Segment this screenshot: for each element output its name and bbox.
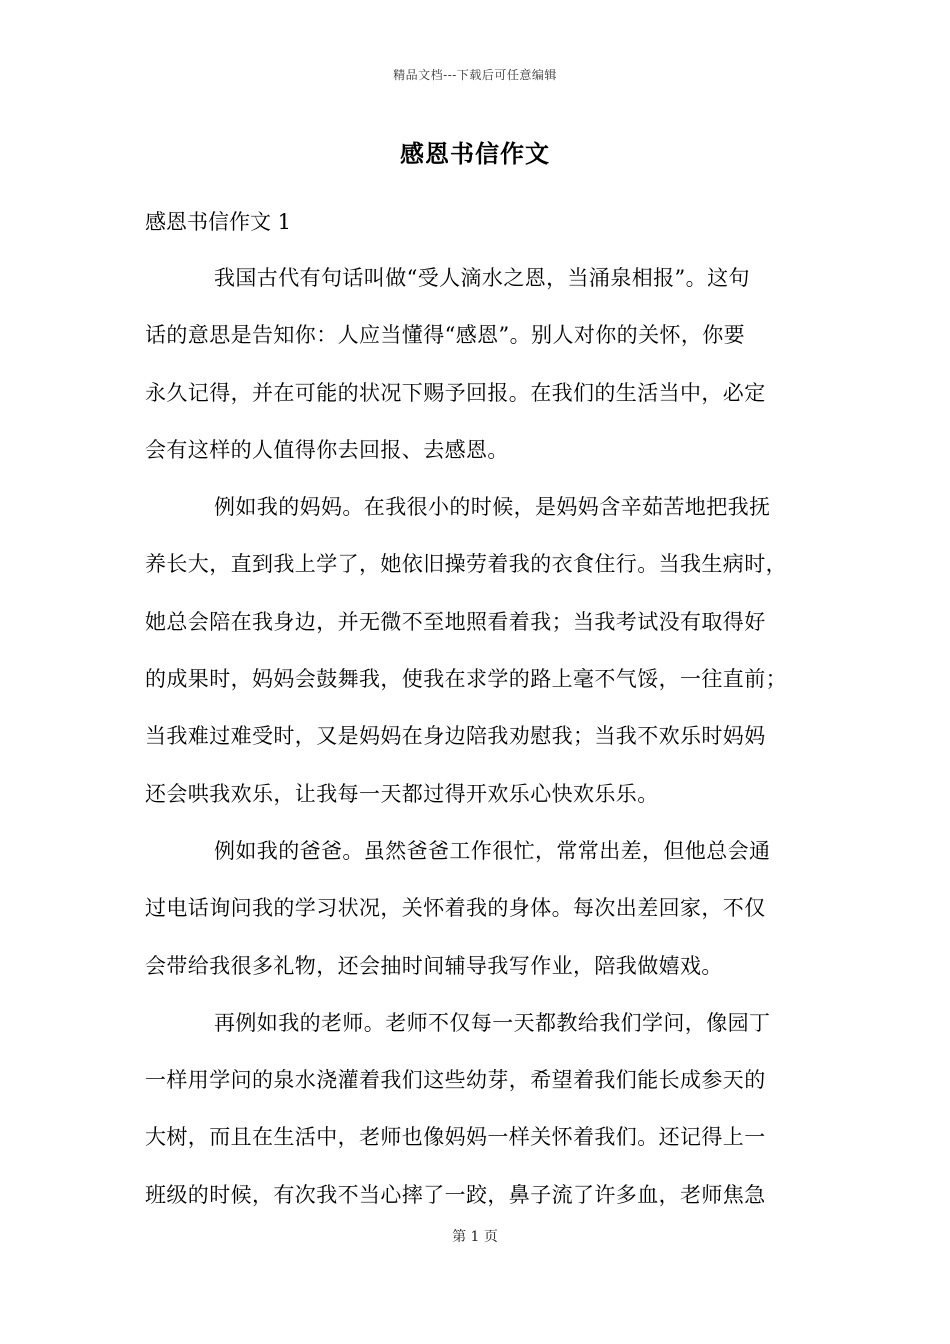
text-line: 过电话询问我的学习状况，关怀着我的身体。每次出差回家，不仅 [145,896,766,921]
text-line: 例如我的爸爸。虽然爸爸工作很忙，常常出差，但他总会通 [214,838,771,863]
body-text [145,262,810,1236]
section-heading: 感恩书信作文 1 [145,210,292,234]
text-line: 大树，而且在生活中，老师也像妈妈一样关怀着我们。还记得上一 [145,1125,766,1150]
text-line: 的成果时，妈妈会鼓舞我，使我在求学的路上毫不气馁，一往直前； [145,667,787,692]
text-line: 还会哄我欢乐，让我每一天都过得开欢乐心快欢乐乐。 [145,781,659,806]
text-line: 永久记得，并在可能的状况下赐予回报。在我们的生活当中，必定 [145,380,766,405]
text-line: 她总会陪在我身边，并无微不至地照看着我；当我考试没有取得好 [145,609,766,634]
page-number: 第 1 页 [452,1229,498,1245]
text-line: 班级的时候，有次我不当心摔了一跤，鼻子流了许多血，老师焦急 [145,1182,766,1207]
text-line: 我国古代有句话叫做“受人滴水之恩，当涌泉相报”。这句 [214,266,750,290]
text-line: 例如我的妈妈。在我很小的时候，是妈妈含辛茹苦地把我抚 [214,495,771,520]
text-line: 再例如我的老师。老师不仅每一天都教给我们学问，像园丁 [214,1010,771,1035]
text-line: 话的意思是告知你：人应当懂得“感恩”。别人对你的关怀，你要 [145,323,746,348]
text-line: 当我难过难受时，又是妈妈在身边陪我劝慰我；当我不欢乐时妈妈 [145,724,766,749]
text-line: 会带给我很多礼物，还会抽时间辅导我写作业，陪我做嬉戏。 [145,953,723,978]
header-note: 精品文档---下载后可任意编辑 [393,68,557,82]
text-line: 一样用学问的泉水浇灌着我们这些幼芽，希望着我们能长成参天的 [145,1068,766,1093]
text-line: 养长大，直到我上学了，她依旧操劳着我的衣食住行。当我生病时， [145,552,787,577]
text-line: 会有这样的人值得你去回报、去感恩。 [145,437,509,462]
document-title: 感恩书信作文 [400,139,550,168]
